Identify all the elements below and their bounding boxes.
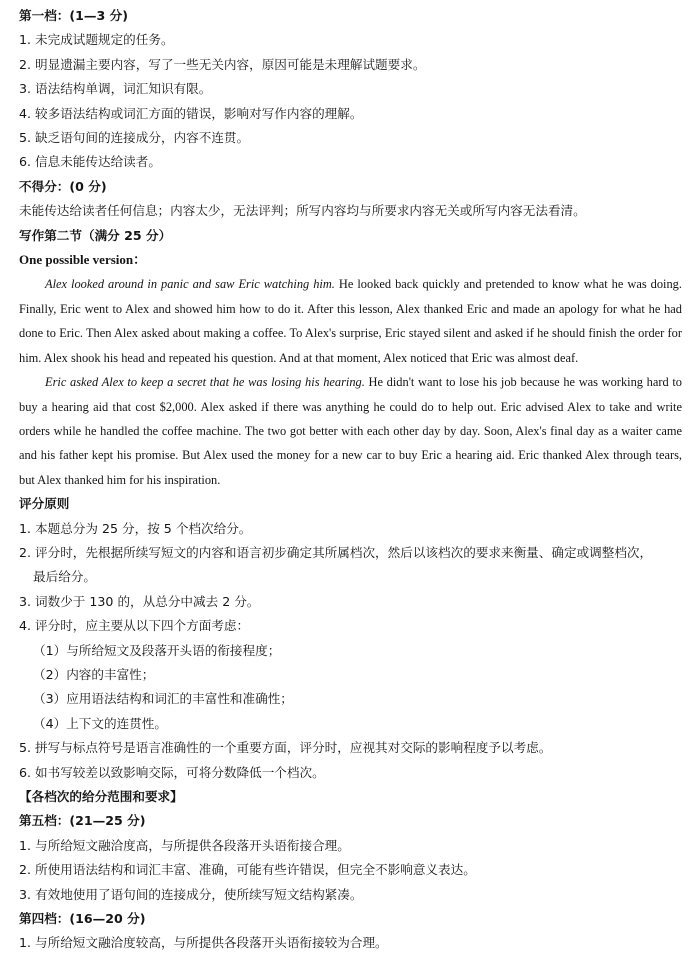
principle-item-cont: 最后给分。 bbox=[33, 569, 96, 585]
tier4-item: 1. 与所给短文融洽度较高，与所提供各段落开头语衔接较为合理。 bbox=[19, 935, 388, 951]
principles-heading: 评分原则 bbox=[19, 496, 70, 512]
version-label: One possible version： bbox=[19, 252, 147, 268]
tier1-item: 1. 未完成试题规定的任务。 bbox=[19, 32, 174, 48]
principle-subitem: （3）应用语法结构和词汇的丰富性和准确性； bbox=[33, 691, 293, 707]
essay-paragraph-2 bbox=[19, 370, 682, 492]
tier1-item: 6. 信息未能传达给读者。 bbox=[19, 154, 161, 170]
essay-p2-body: He didn't want to lose his job because he was working hard to buy a hearing aid that cost $2,000. Alex asked if there was anything he could do to help out. Eric advised Alex to take and write orders while he handled the coffee machine. The two got better with each other day by day. Soon, Alex's final day as a waiter came and his father kept his promise. But Alex used the money for a new car to buy Eric a hearing aid. Eric thanked Alex through tears, but Alex thanked him for his inspiration. bbox=[19, 375, 682, 487]
zero-score-heading: 不得分：(0 分) bbox=[19, 178, 107, 194]
essay-paragraph-1 bbox=[19, 272, 682, 370]
tier1-heading: 第一档：(1—3 分) bbox=[19, 8, 128, 23]
zero-score-text: 未能传达给读者任何信息；内容太少，无法评判；所写内容均与所要求内容无关或所写内容无法看清。 bbox=[19, 203, 586, 219]
principle-item: 4. 评分时，应主要从以下四个方面考虑： bbox=[19, 618, 250, 634]
tier4-heading: 第四档：(16—20 分) bbox=[19, 911, 146, 927]
section2-heading: 写作第二节（满分 25 分） bbox=[19, 227, 172, 243]
essay-p1-body: He looked back quickly and pretended to know what he was doing. Finally, Eric went to Alex and showed him how to do it. After this lesson, Alex thanked Eric and made an apology for what he had done to Eric. Then Alex asked about making a coffee. To Alex's surprise, Eric stayed silent and asked if he should finish the order for him. Alex shook his head and repeated his question. And at that moment, Alex noticed that Eric was almost deaf. bbox=[19, 277, 682, 365]
principle-item: 5. 拼写与标点符号是语言准确性的一个重要方面，评分时，应视其对交际的影响程度予以考虑。 bbox=[19, 740, 552, 756]
essay-p1-lead: Alex looked around in panic and saw Eric watching him. bbox=[45, 277, 335, 292]
essay-p2-lead: Eric asked Alex to keep a secret that he was losing his hearing. bbox=[45, 375, 365, 390]
tier5-heading: 第五档：(21—25 分) bbox=[19, 813, 146, 829]
tier5-item: 2. 所使用语法结构和词汇丰富、准确，可能有些许错误，但完全不影响意义表达。 bbox=[19, 862, 476, 878]
tier5-item: 3. 有效地使用了语句间的连接成分，使所续写短文结构紧凑。 bbox=[19, 886, 363, 902]
principle-item: 1. 本题总分为 25 分，按 5 个档次给分。 bbox=[19, 520, 252, 536]
tier1-item: 2. 明显遗漏主要内容，写了一些无关内容，原因可能是未理解试题要求。 bbox=[19, 56, 426, 72]
principle-item: 2. 评分时，先根据所续写短文的内容和语言初步确定其所属档次，然后以该档次的要求来衡量、确定或调整档次， bbox=[19, 544, 653, 560]
ranges-heading: 【各档次的给分范围和要求】 bbox=[19, 789, 183, 804]
principle-item: 3. 词数少于 130 的，从总分中减去 2 分。 bbox=[19, 593, 260, 609]
principle-subitem: （2）内容的丰富性； bbox=[33, 666, 155, 682]
tier1-item: 4. 较多语法结构或词汇方面的错误，影响对写作内容的理解。 bbox=[19, 105, 363, 121]
tier5-item: 1. 与所给短文融洽度高，与所提供各段落开头语衔接合理。 bbox=[19, 837, 350, 853]
principle-subitem: （4）上下文的连贯性。 bbox=[33, 715, 167, 731]
principle-item: 6. 如书写较差以致影响交际，可将分数降低一个档次。 bbox=[19, 764, 325, 780]
principle-subitem: （1）与所给短文及段落开头语的衔接程度； bbox=[33, 642, 281, 658]
tier1-item: 5. 缺乏语句间的连接成分，内容不连贯。 bbox=[19, 130, 250, 146]
tier1-item: 3. 语法结构单调，词汇知识有限。 bbox=[19, 81, 212, 97]
